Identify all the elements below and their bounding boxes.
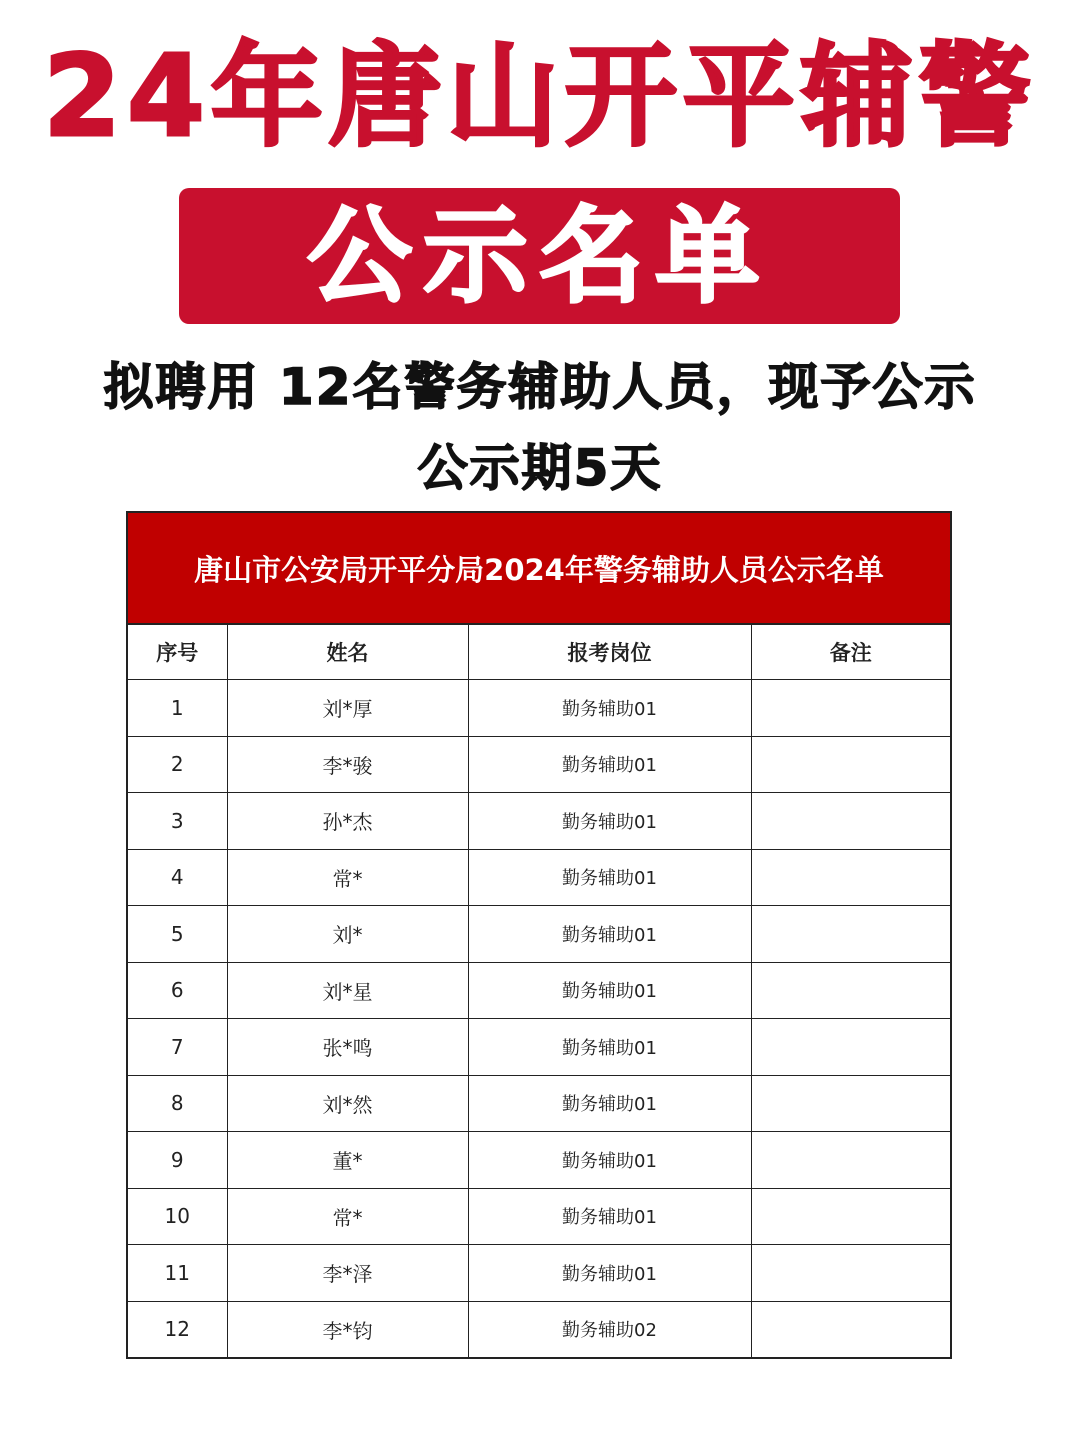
cell-name: 董* bbox=[227, 1132, 468, 1189]
roster-table-container bbox=[126, 511, 952, 1359]
cell-name: 刘*星 bbox=[227, 962, 468, 1019]
cell-remarks bbox=[751, 849, 950, 906]
cell-name: 常* bbox=[227, 849, 468, 906]
cell-post: 勤务辅助01 bbox=[468, 962, 751, 1019]
table-row bbox=[128, 1019, 950, 1076]
cell-serial: 2 bbox=[128, 736, 227, 793]
table-title: 唐山市公安局开平分局2024年警务辅助人员公示名单 bbox=[128, 513, 950, 625]
banner-title: 公示名单 bbox=[307, 195, 772, 317]
cell-serial: 7 bbox=[128, 1019, 227, 1076]
cell-serial: 3 bbox=[128, 793, 227, 850]
table-row bbox=[128, 736, 950, 793]
cell-name: 孙*杰 bbox=[227, 793, 468, 850]
cell-remarks bbox=[751, 680, 950, 737]
table-row bbox=[128, 1188, 950, 1245]
cell-serial: 5 bbox=[128, 906, 227, 963]
cell-post: 勤务辅助01 bbox=[468, 793, 751, 850]
cell-remarks bbox=[751, 1019, 950, 1076]
table-row bbox=[128, 680, 950, 737]
table-row bbox=[128, 1075, 950, 1132]
header-post: 报考岗位 bbox=[468, 625, 751, 680]
cell-remarks bbox=[751, 1188, 950, 1245]
table-row bbox=[128, 849, 950, 906]
table-row bbox=[128, 1301, 950, 1357]
cell-serial: 12 bbox=[128, 1301, 227, 1357]
cell-serial: 1 bbox=[128, 680, 227, 737]
cell-remarks bbox=[751, 962, 950, 1019]
cell-post: 勤务辅助01 bbox=[468, 1245, 751, 1302]
cell-serial: 9 bbox=[128, 1132, 227, 1189]
header-remarks: 备注 bbox=[751, 625, 950, 680]
cell-post: 勤务辅助01 bbox=[468, 736, 751, 793]
roster-table bbox=[128, 625, 950, 1357]
cell-post: 勤务辅助01 bbox=[468, 1019, 751, 1076]
cell-name: 张*鸣 bbox=[227, 1019, 468, 1076]
cell-name: 常* bbox=[227, 1188, 468, 1245]
cell-post: 勤务辅助01 bbox=[468, 849, 751, 906]
cell-remarks bbox=[751, 1245, 950, 1302]
table-row bbox=[128, 962, 950, 1019]
cell-post: 勤务辅助01 bbox=[468, 1132, 751, 1189]
cell-post: 勤务辅助01 bbox=[468, 1188, 751, 1245]
hiring-summary: 拟聘用 12名警务辅助人员，现予公示 bbox=[103, 358, 977, 416]
cell-serial: 10 bbox=[128, 1188, 227, 1245]
table-row bbox=[128, 793, 950, 850]
cell-post: 勤务辅助01 bbox=[468, 1075, 751, 1132]
header-name: 姓名 bbox=[227, 625, 468, 680]
cell-serial: 4 bbox=[128, 849, 227, 906]
cell-remarks bbox=[751, 1132, 950, 1189]
cell-name: 刘*厚 bbox=[227, 680, 468, 737]
cell-name: 李*骏 bbox=[227, 736, 468, 793]
announcement-banner bbox=[179, 188, 900, 324]
cell-post: 勤务辅助01 bbox=[468, 680, 751, 737]
cell-serial: 11 bbox=[128, 1245, 227, 1302]
cell-remarks bbox=[751, 793, 950, 850]
cell-name: 刘* bbox=[227, 906, 468, 963]
cell-remarks bbox=[751, 1075, 950, 1132]
cell-name: 李*泽 bbox=[227, 1245, 468, 1302]
cell-remarks bbox=[751, 1301, 950, 1357]
cell-remarks bbox=[751, 906, 950, 963]
cell-post: 勤务辅助02 bbox=[468, 1301, 751, 1357]
table-row bbox=[128, 906, 950, 963]
table-row bbox=[128, 1245, 950, 1302]
announcement-period: 公示期5天 bbox=[417, 439, 663, 497]
header-serial: 序号 bbox=[128, 625, 227, 680]
cell-serial: 8 bbox=[128, 1075, 227, 1132]
cell-name: 刘*然 bbox=[227, 1075, 468, 1132]
table-row bbox=[128, 1132, 950, 1189]
table-header-row bbox=[128, 625, 950, 680]
page-headline: 24年唐山开平辅警 bbox=[43, 32, 1037, 162]
cell-remarks bbox=[751, 736, 950, 793]
cell-post: 勤务辅助01 bbox=[468, 906, 751, 963]
cell-serial: 6 bbox=[128, 962, 227, 1019]
cell-name: 李*钧 bbox=[227, 1301, 468, 1357]
